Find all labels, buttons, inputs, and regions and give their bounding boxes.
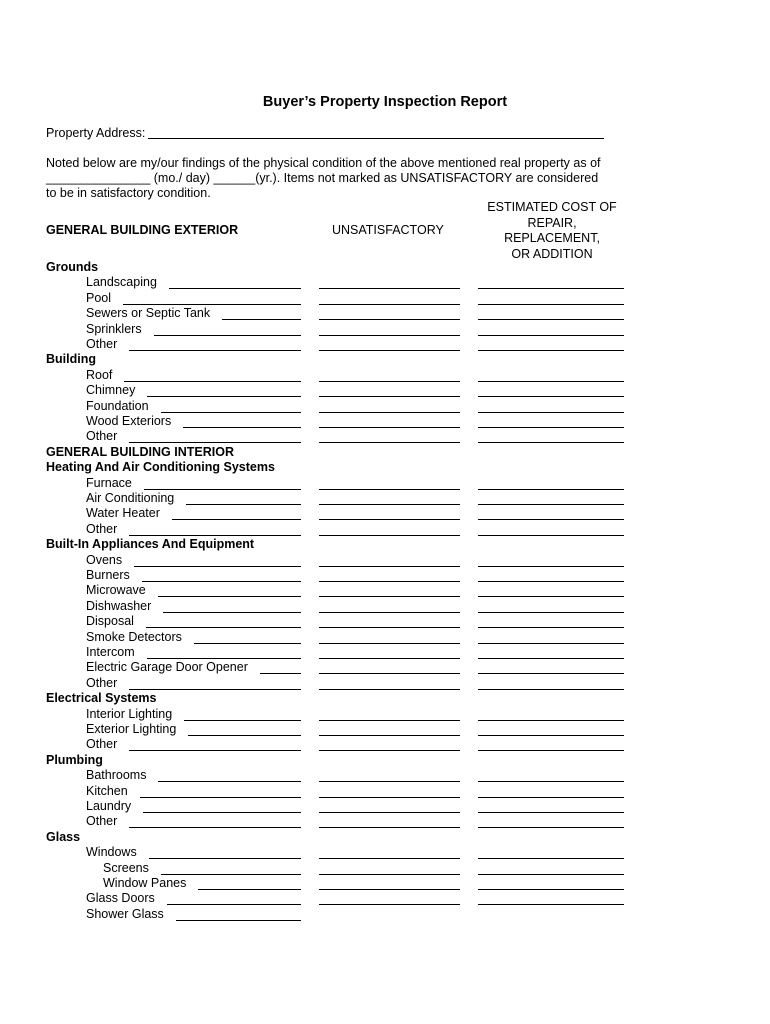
estimated-cost-line[interactable] [478, 858, 624, 859]
inspection-item-label: Window Panes [103, 876, 187, 890]
inspection-item-label: Smoke Detectors [86, 629, 182, 644]
inspection-item-label: Other [86, 675, 118, 690]
estimated-cost-line[interactable] [478, 442, 624, 443]
unsatisfactory-line[interactable] [319, 889, 460, 890]
inspection-item-label: Sprinklers [86, 321, 142, 336]
estimated-cost-line[interactable] [478, 720, 624, 721]
section-heading: Built-In Appliances And Equipment [46, 537, 255, 552]
inspection-item-label: Furnace [86, 475, 132, 490]
unsatisfactory-line[interactable] [319, 781, 460, 782]
inspection-item-label: Other [86, 737, 118, 752]
unsatisfactory-line[interactable] [319, 396, 460, 397]
unsatisfactory-line[interactable] [319, 750, 460, 751]
item-condition-line[interactable] [186, 504, 301, 505]
inspection-item-label: Dishwasher [86, 598, 152, 613]
estimated-cost-line[interactable] [478, 304, 624, 305]
unsatisfactory-line[interactable] [319, 827, 460, 828]
unsatisfactory-line[interactable] [319, 566, 460, 567]
estimated-cost-line[interactable] [478, 288, 624, 289]
unsatisfactory-line[interactable] [319, 288, 460, 289]
unsatisfactory-line[interactable] [319, 412, 460, 413]
estimated-cost-line[interactable] [478, 612, 624, 613]
estimated-cost-column-header [478, 200, 626, 262]
section-heading: Building [46, 352, 96, 367]
item-condition-line[interactable] [163, 612, 301, 613]
item-condition-line[interactable] [222, 319, 301, 320]
intro-line-3: to be in satisfactory condition. [46, 186, 211, 200]
item-condition-line[interactable] [161, 874, 301, 875]
unsatisfactory-line[interactable] [319, 304, 460, 305]
item-condition-line[interactable] [134, 566, 301, 567]
inspection-item-label: Glass Doors [86, 891, 155, 906]
estimated-cost-line[interactable] [478, 735, 624, 736]
item-condition-line[interactable] [194, 643, 301, 644]
item-condition-line[interactable] [149, 858, 301, 859]
item-condition-line[interactable] [140, 797, 301, 798]
page-title: Buyer’s Property Inspection Report [262, 94, 508, 110]
item-condition-line[interactable] [147, 658, 301, 659]
item-condition-line[interactable] [158, 596, 301, 597]
inspection-item-label: Chimney [86, 383, 136, 398]
inspection-item-label: Pool [86, 290, 112, 305]
inspection-item-label: Air Conditioning [86, 491, 175, 505]
estimated-cost-line[interactable] [478, 335, 624, 336]
item-condition-line[interactable] [167, 904, 301, 905]
estimated-cost-line[interactable] [478, 350, 624, 351]
estimated-cost-line[interactable] [478, 673, 624, 674]
inspection-item-label: Roof [86, 367, 113, 382]
unsatisfactory-line[interactable] [319, 720, 460, 721]
estimated-cost-line[interactable] [478, 581, 624, 582]
estimated-cost-line[interactable] [478, 889, 624, 890]
unsatisfactory-line[interactable] [319, 489, 460, 490]
inspection-item-label: Microwave [86, 583, 146, 598]
cost-header-line-2: REPAIR, [527, 215, 577, 230]
inspection-item-label: Other [86, 521, 118, 536]
unsatisfactory-line[interactable] [319, 519, 460, 520]
item-condition-line[interactable] [176, 920, 301, 921]
item-condition-line[interactable] [123, 304, 301, 305]
unsatisfactory-line[interactable] [319, 427, 460, 428]
unsatisfactory-line[interactable] [319, 581, 460, 582]
property-address-label: Property Address: [46, 126, 146, 140]
unsatisfactory-line[interactable] [319, 658, 460, 659]
section-heading: Plumbing [46, 752, 103, 767]
item-condition-line[interactable] [129, 827, 301, 828]
unsatisfactory-line[interactable] [319, 904, 460, 905]
intro-line-2: _______________ (mo./ day) ______(yr.). Items not marked as UNSATISFACTORY are considered [46, 171, 599, 185]
inspection-item-label: Windows [86, 845, 137, 860]
item-condition-line[interactable] [142, 581, 301, 582]
cost-header-line-4: OR ADDITION [511, 246, 593, 261]
unsatisfactory-line[interactable] [319, 442, 460, 443]
section-heading: GENERAL BUILDING INTERIOR [46, 444, 234, 459]
estimated-cost-line[interactable] [478, 596, 624, 597]
estimated-cost-line[interactable] [478, 874, 624, 875]
inspection-item-label: Water Heater [86, 506, 160, 521]
unsatisfactory-line[interactable] [319, 319, 460, 320]
unsatisfactory-line[interactable] [319, 335, 460, 336]
estimated-cost-line[interactable] [478, 519, 624, 520]
estimated-cost-line[interactable] [478, 535, 624, 536]
estimated-cost-line[interactable] [478, 689, 624, 690]
estimated-cost-line[interactable] [478, 504, 624, 505]
estimated-cost-line[interactable] [478, 427, 624, 428]
cost-header-line-3: REPLACEMENT, [504, 231, 600, 245]
inspection-item-label: Other [86, 814, 118, 829]
estimated-cost-line[interactable] [478, 412, 624, 413]
item-condition-line[interactable] [260, 673, 301, 674]
estimated-cost-line[interactable] [478, 489, 624, 490]
section-header-exterior: GENERAL BUILDING EXTERIOR [46, 223, 239, 237]
inspection-item-label: Other [86, 337, 118, 351]
section-heading: Heating And Air Conditioning Systems [46, 460, 275, 475]
unsatisfactory-line[interactable] [319, 535, 460, 536]
item-condition-line[interactable] [147, 396, 301, 397]
item-condition-line[interactable] [129, 442, 301, 443]
item-condition-line[interactable] [143, 812, 301, 813]
estimated-cost-line[interactable] [478, 797, 624, 798]
inspection-item-label: Laundry [86, 799, 132, 813]
inspection-item-label: Sewers or Septic Tank [86, 306, 211, 321]
inspection-item-label: Interior Lighting [86, 706, 173, 721]
unsatisfactory-line[interactable] [319, 381, 460, 382]
unsatisfactory-line[interactable] [319, 504, 460, 505]
unsatisfactory-line[interactable] [319, 596, 460, 597]
inspection-item-label: Burners [86, 568, 130, 582]
item-condition-line[interactable] [124, 381, 301, 382]
intro-line-1: Noted below are my/our findings of the physical condition of the above mentioned real property as of [46, 156, 601, 170]
unsatisfactory-line[interactable] [319, 797, 460, 798]
item-condition-line[interactable] [129, 350, 301, 351]
section-heading: Electrical Systems [46, 691, 157, 706]
estimated-cost-line[interactable] [478, 658, 624, 659]
inspection-item-label: Wood Exteriors [86, 414, 172, 428]
inspection-item-label: Landscaping [86, 275, 157, 290]
estimated-cost-line[interactable] [478, 381, 624, 382]
item-condition-line[interactable] [129, 689, 301, 690]
item-condition-line[interactable] [188, 735, 301, 736]
unsatisfactory-line[interactable] [319, 689, 460, 690]
property-address-field[interactable] [148, 138, 604, 139]
unsatisfactory-line[interactable] [319, 627, 460, 628]
item-condition-line[interactable] [198, 889, 301, 890]
estimated-cost-line[interactable] [478, 627, 624, 628]
inspection-item-label: Electric Garage Door Opener [86, 660, 248, 675]
inspection-item-label: Kitchen [86, 783, 128, 798]
inspection-item-label: Ovens [86, 552, 123, 567]
item-condition-line[interactable] [169, 288, 301, 289]
item-condition-line[interactable] [161, 412, 301, 413]
unsatisfactory-line[interactable] [319, 812, 460, 813]
estimated-cost-line[interactable] [478, 812, 624, 813]
inspection-item-label: Exterior Lighting [86, 722, 177, 736]
estimated-cost-line[interactable] [478, 319, 624, 320]
unsatisfactory-line[interactable] [319, 673, 460, 674]
estimated-cost-line[interactable] [478, 566, 624, 567]
section-heading: Glass [46, 829, 81, 844]
estimated-cost-line[interactable] [478, 396, 624, 397]
item-condition-line[interactable] [183, 427, 301, 428]
estimated-cost-line[interactable] [478, 904, 624, 905]
inspection-item-label: Intercom [86, 645, 135, 659]
estimated-cost-line[interactable] [478, 781, 624, 782]
inspection-item-label: Disposal [86, 614, 134, 629]
item-condition-line[interactable] [129, 750, 301, 751]
estimated-cost-line[interactable] [478, 643, 624, 644]
unsatisfactory-line[interactable] [319, 643, 460, 644]
inspection-item-label: Bathrooms [86, 768, 147, 783]
estimated-cost-line[interactable] [478, 827, 624, 828]
item-condition-line[interactable] [158, 781, 301, 782]
cost-header-line-1: ESTIMATED COST OF [487, 200, 617, 214]
section-heading: Grounds [46, 260, 99, 274]
unsatisfactory-line[interactable] [319, 612, 460, 613]
unsatisfactory-line[interactable] [319, 874, 460, 875]
unsatisfactory-line[interactable] [319, 858, 460, 859]
unsatisfactory-line[interactable] [319, 735, 460, 736]
inspection-item-label: Other [86, 429, 118, 444]
estimated-cost-line[interactable] [478, 750, 624, 751]
unsatisfactory-column-header: UNSATISFACTORY [332, 223, 444, 237]
item-condition-line[interactable] [172, 519, 301, 520]
item-condition-line[interactable] [184, 720, 301, 721]
item-condition-line[interactable] [154, 335, 301, 336]
inspection-item-label: Shower Glass [86, 906, 164, 921]
item-condition-line[interactable] [146, 627, 301, 628]
inspection-item-label: Screens [103, 860, 149, 875]
unsatisfactory-line[interactable] [319, 350, 460, 351]
item-condition-line[interactable] [144, 489, 301, 490]
item-condition-line[interactable] [129, 535, 301, 536]
inspection-item-label: Foundation [86, 398, 149, 413]
